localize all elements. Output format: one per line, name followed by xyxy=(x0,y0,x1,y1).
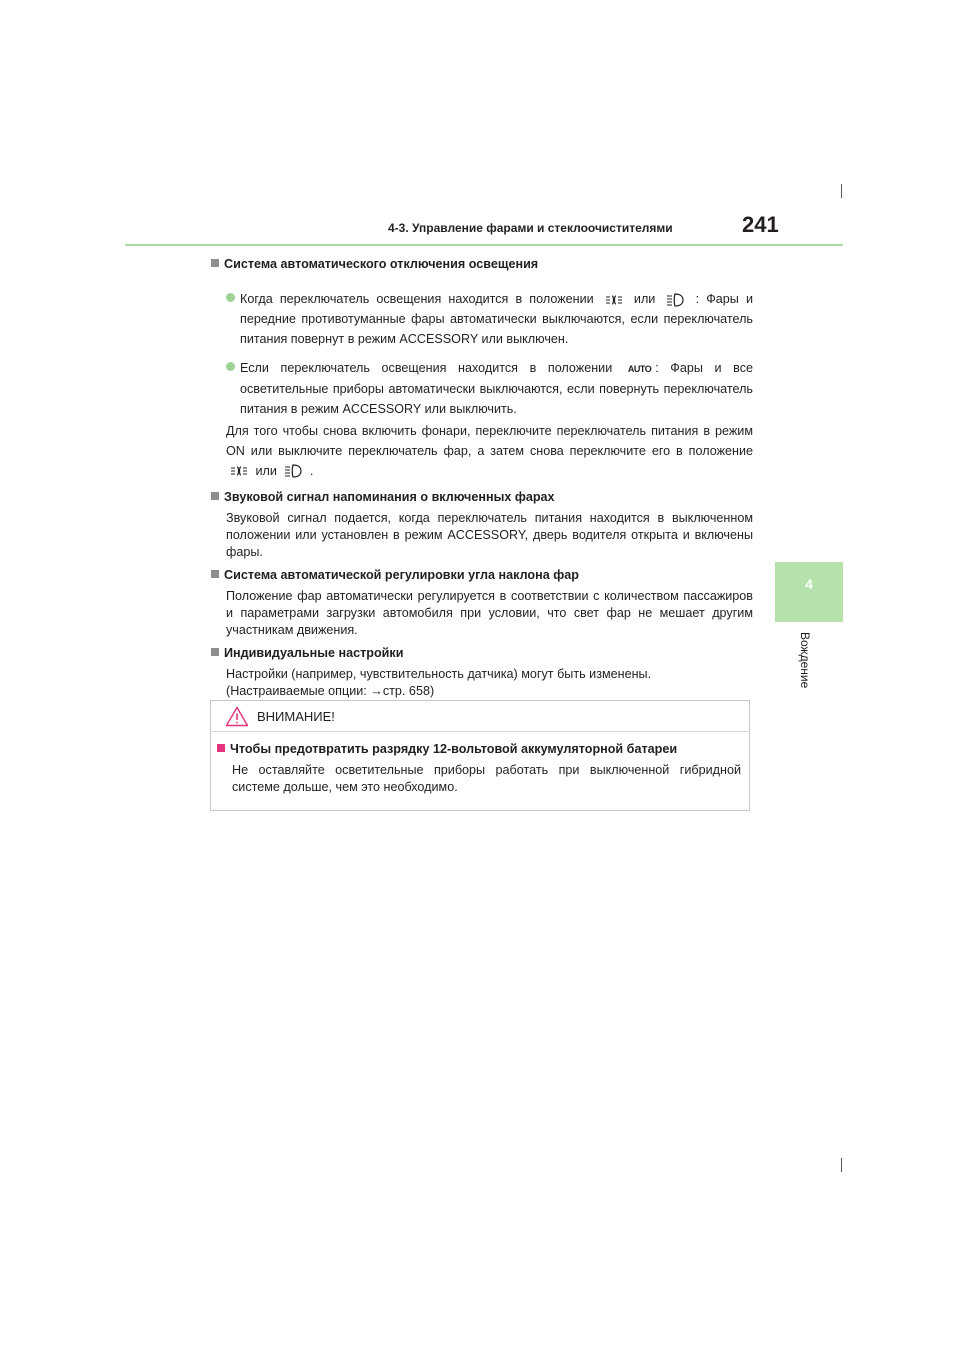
heading-custom: Индивидуальные настройки xyxy=(211,645,753,662)
header-divider xyxy=(125,244,843,246)
bullet-2-text: Если переключатель освещения находится в положении AUTO : Фары и все осветительные приборы автоматически выключаются, если повернуть переключатель питания в режим ACCESSORY или выключить. xyxy=(240,358,753,419)
warning-divider xyxy=(211,731,749,732)
warning-box xyxy=(210,700,750,811)
leveling-text: Положение фар автоматически регулируется в соответствии с количеством пассажиров и параметрами загрузки автомобиля при условии, что свет фар не мешает другим участникам движения. xyxy=(226,588,753,637)
custom-line-2: (Настраиваемые опции: →стр. 658) xyxy=(226,683,435,698)
square-bullet-icon xyxy=(211,570,219,578)
crop-mark-bottom xyxy=(841,1158,842,1172)
bullet-1-text: Когда переключатель освещения находится в положении или : Фары и передние противотуманные фары автоматически выключаются, если переключатель питания повернут в режим ACCESSORY или выключен. xyxy=(240,292,753,346)
custom-line-1: Настройки (например, чувствительность датчика) могут быть изменены. xyxy=(226,666,652,681)
reminder-text: Звуковой сигнал подается, когда переключатель питания находится в выключенном положении или установлен в режим ACCESSORY, дверь водителя открыта и включены фары. xyxy=(226,510,753,559)
warning-body xyxy=(217,741,741,796)
warning-title: Чтобы предотвратить разрядку 12-вольтовой аккумуляторной батареи xyxy=(217,741,741,758)
auto-mode-icon: AUTO xyxy=(627,363,652,374)
tail-light-icon xyxy=(605,294,623,306)
chapter-number: 4 xyxy=(805,576,813,592)
heading-auto-off xyxy=(211,256,753,273)
warning-header xyxy=(225,705,335,727)
crop-mark-top xyxy=(841,184,842,198)
note-paragraph: Для того чтобы снова включить фонари, переключите переключатель питания в режим ON или выключите переключатель фар, а затем снова переключите его в положение или . xyxy=(226,423,753,478)
heading-auto-off-text: Система автоматического отключения освещения xyxy=(224,257,539,271)
square-bullet-icon xyxy=(211,492,219,500)
page-number: 241 xyxy=(742,212,779,237)
section-title: 4-3. Управление фарами и стеклоочистителями xyxy=(388,221,673,235)
round-bullet-icon xyxy=(226,293,235,302)
warning-label: ВНИМАНИЕ! xyxy=(257,708,335,724)
round-bullet-icon xyxy=(226,362,235,371)
main-content xyxy=(211,254,753,700)
headlight-icon xyxy=(284,464,302,478)
bullet-1 xyxy=(226,289,753,349)
heading-reminder: Звуковой сигнал напоминания о включенных фарах xyxy=(211,489,753,506)
square-bullet-icon xyxy=(211,259,219,267)
chapter-tab xyxy=(775,562,843,622)
bullet-2 xyxy=(226,358,753,419)
tail-light-icon xyxy=(230,465,248,477)
warning-triangle-icon xyxy=(225,706,249,727)
square-bullet-icon xyxy=(217,744,225,752)
headlight-icon xyxy=(666,293,684,307)
chapter-label: Вождение xyxy=(798,632,812,689)
square-bullet-icon xyxy=(211,648,219,656)
warning-text: Не оставляйте осветительные приборы работать при выключенной гибридной системе дольше, чем это необходимо. xyxy=(232,763,741,794)
heading-leveling: Система автоматической регулировки угла наклона фар xyxy=(211,567,753,584)
chapter-label-wrap xyxy=(798,632,818,712)
